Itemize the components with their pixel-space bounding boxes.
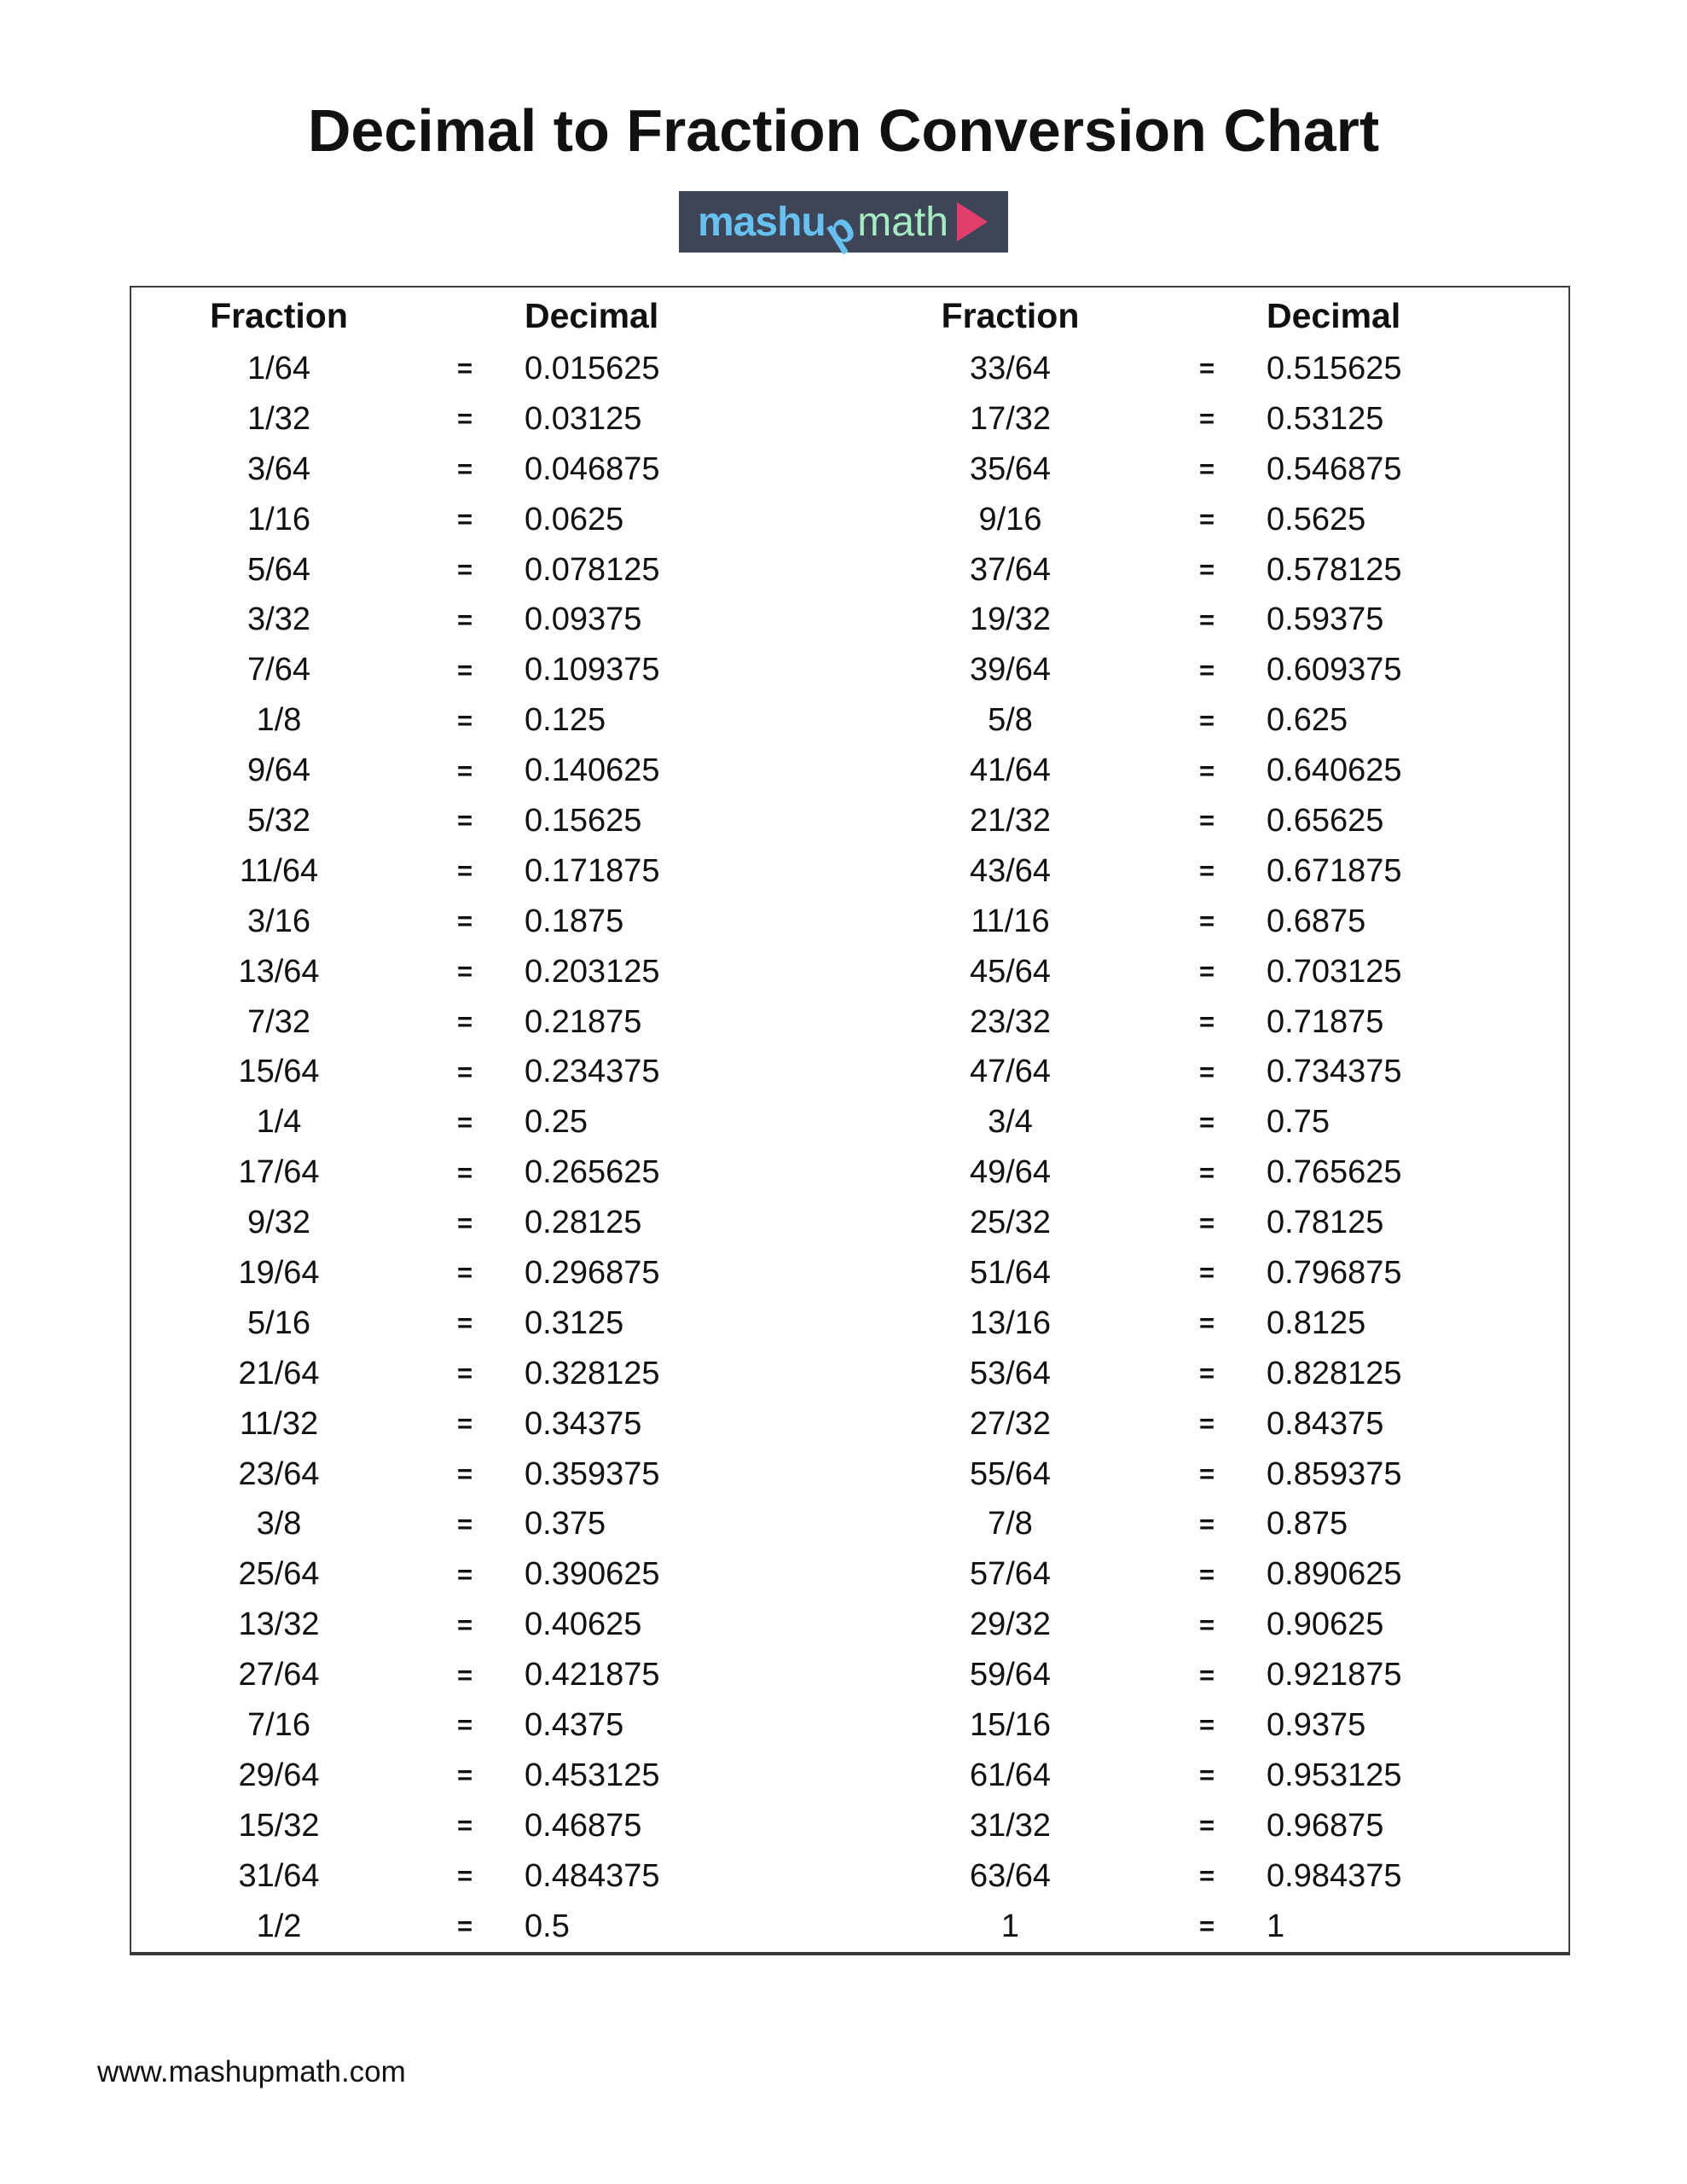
fraction-value: 25/64 [238, 1556, 320, 1593]
equals-sign: = [456, 1258, 473, 1288]
decimal-value: 0.296875 [525, 1254, 660, 1291]
fraction-value: 1/8 [256, 702, 302, 739]
equals-sign: = [456, 705, 473, 735]
equals-sign: = [1198, 755, 1215, 786]
decimal-value: 0.046875 [525, 450, 660, 487]
equals-sign: = [1198, 1157, 1215, 1188]
fraction-value: 7/8 [988, 1506, 1033, 1542]
equals-sign: = [456, 1007, 473, 1037]
equals-sign: = [456, 1559, 473, 1589]
logo-text-math: math [857, 199, 948, 245]
decimal-value: 0.265625 [525, 1154, 660, 1191]
equals-sign: = [1198, 805, 1215, 836]
equals-sign: = [1198, 1007, 1215, 1037]
decimal-value: 0.515625 [1267, 350, 1402, 386]
decimal-value: 0.1875 [525, 903, 624, 939]
fraction-value: 3/8 [256, 1506, 302, 1542]
column-header-spacer-right [1168, 288, 1245, 344]
equals-sign: = [456, 1358, 473, 1389]
decimal-value: 0.421875 [525, 1657, 660, 1693]
decimal-value: 0.9375 [1267, 1706, 1366, 1743]
equals-sign: = [456, 906, 473, 937]
fraction-value: 57/64 [969, 1556, 1052, 1593]
fraction-value: 3/64 [247, 450, 310, 487]
equals-sign: = [456, 454, 473, 485]
equals-sign: = [456, 555, 473, 584]
decimal-value: 0.703125 [1267, 953, 1402, 990]
fraction-value: 43/64 [969, 852, 1052, 889]
decimal-value: 0.40625 [525, 1606, 642, 1643]
decimal-value: 0.15625 [525, 802, 642, 839]
fraction-value: 59/64 [969, 1657, 1052, 1693]
decimal-value: 0.171875 [525, 852, 660, 889]
decimal-value: 0.59375 [1267, 601, 1384, 638]
equals-sign: = [1198, 454, 1215, 485]
decimal-value: 0.8125 [1267, 1304, 1366, 1341]
fraction-value: 11/16 [971, 903, 1050, 939]
equals-sign: = [456, 1207, 473, 1238]
fraction-value: 19/32 [969, 601, 1052, 638]
decimal-value: 0.546875 [1267, 450, 1402, 487]
decimal-value: 0.484375 [525, 1857, 660, 1894]
equals-sign: = [1198, 555, 1215, 584]
fraction-value: 7/32 [247, 1003, 310, 1040]
column-header-decimal-right: Decimal [1267, 295, 1401, 335]
equals-sign: = [456, 1810, 473, 1841]
decimal-value: 0.5625 [1267, 501, 1366, 537]
fraction-value: 19/64 [238, 1254, 320, 1291]
equals-sign: = [1198, 1107, 1215, 1137]
equals-sign: = [456, 805, 473, 836]
equals-sign: = [456, 353, 473, 384]
decimal-value: 0.78125 [1267, 1205, 1384, 1241]
fraction-value: 13/16 [969, 1304, 1052, 1341]
decimal-value: 0.609375 [1267, 652, 1402, 688]
equals-sign: = [1198, 1258, 1215, 1288]
equals-sign: = [456, 1760, 473, 1791]
fraction-value: 35/64 [969, 450, 1052, 487]
equals-sign: = [1198, 1056, 1215, 1087]
footer-url: www.mashupmath.com [97, 2055, 406, 2088]
decimal-value: 0.828125 [1267, 1355, 1402, 1391]
equals-sign: = [1198, 1508, 1215, 1539]
equals-sign: = [456, 856, 473, 886]
fraction-value: 21/32 [969, 802, 1052, 839]
equals-sign: = [456, 1157, 473, 1188]
fraction-value: 23/64 [238, 1455, 320, 1492]
decimal-value: 0.96875 [1267, 1807, 1384, 1844]
fraction-value: 1/2 [256, 1908, 302, 1944]
logo-text-mashu: mashu [698, 199, 826, 245]
decimal-value: 0.078125 [525, 551, 660, 588]
decimal-value: 0.765625 [1267, 1154, 1402, 1191]
equals-sign: = [1198, 1559, 1215, 1589]
equals-sign: = [456, 504, 473, 535]
equals-sign: = [1198, 504, 1215, 535]
fraction-value: 55/64 [969, 1455, 1052, 1492]
fraction-value: 5/16 [247, 1304, 310, 1341]
decimal-value: 0.015625 [525, 350, 660, 386]
decimal-value: 0.5 [525, 1908, 570, 1944]
decimal-value: 0.640625 [1267, 752, 1402, 789]
decimal-value: 0.796875 [1267, 1254, 1402, 1291]
decimal-value: 0.234375 [525, 1054, 660, 1090]
decimal-value: 0.4375 [525, 1706, 624, 1743]
decimal-value: 0.328125 [525, 1355, 660, 1391]
equals-sign: = [1198, 705, 1215, 735]
decimal-value: 0.375 [525, 1506, 606, 1542]
equals-sign: = [1198, 1861, 1215, 1891]
equals-sign: = [456, 1710, 473, 1740]
decimal-value: 0.453125 [525, 1757, 660, 1793]
equals-sign: = [1198, 654, 1215, 685]
equals-sign: = [1198, 1760, 1215, 1791]
decimal-value: 0.578125 [1267, 551, 1402, 588]
decimal-value: 0.125 [525, 702, 606, 739]
play-triangle-icon [957, 202, 988, 241]
decimal-value: 0.34375 [525, 1405, 642, 1442]
column-header-spacer-left [426, 288, 503, 344]
equals-sign: = [456, 654, 473, 685]
fraction-value: 13/32 [238, 1606, 320, 1643]
equals-sign: = [1198, 1659, 1215, 1690]
decimal-value: 0.359375 [525, 1455, 660, 1492]
equals-sign: = [456, 956, 473, 987]
equals-sign: = [456, 1308, 473, 1339]
logo-text-p: p [815, 202, 863, 257]
conversion-table [130, 286, 1570, 1955]
fraction-value: 5/64 [247, 551, 310, 588]
decimal-value: 0.75 [1267, 1104, 1330, 1141]
equals-sign: = [1198, 956, 1215, 987]
column-header-fraction-left: Fraction [210, 295, 348, 335]
fraction-value: 7/16 [247, 1706, 310, 1743]
fraction-value: 53/64 [969, 1355, 1052, 1391]
page-title: Decimal to Fraction Conversion Chart [307, 97, 1380, 164]
column-header-fraction-right: Fraction [941, 295, 1080, 335]
equals-sign: = [1198, 1459, 1215, 1490]
equals-sign: = [456, 1861, 473, 1891]
fraction-value: 5/8 [988, 702, 1033, 739]
equals-sign: = [456, 1107, 473, 1137]
fraction-value: 37/64 [969, 551, 1052, 588]
fraction-value: 3/16 [247, 903, 310, 939]
decimal-value: 0.03125 [525, 400, 642, 437]
fraction-value: 17/64 [238, 1154, 320, 1191]
fraction-value: 29/64 [238, 1757, 320, 1793]
decimal-value: 0.875 [1267, 1506, 1348, 1542]
fraction-value: 1/4 [256, 1104, 302, 1141]
fraction-value: 1 [1000, 1908, 1020, 1944]
fraction-value: 1/64 [247, 350, 310, 386]
equals-sign: = [456, 1508, 473, 1539]
decimal-value: 0.21875 [525, 1003, 642, 1040]
equals-sign: = [1198, 1911, 1215, 1942]
equals-sign: = [1198, 404, 1215, 434]
fraction-value: 11/32 [239, 1405, 319, 1442]
fraction-value: 9/16 [978, 501, 1042, 537]
decimal-value: 0.65625 [1267, 802, 1384, 839]
decimal-value: 0.6875 [1267, 903, 1366, 939]
equals-sign: = [1198, 1308, 1215, 1339]
fraction-value: 17/32 [969, 400, 1052, 437]
decimal-value: 0.09375 [525, 601, 642, 638]
fraction-value: 5/32 [247, 802, 310, 839]
fraction-value: 15/64 [238, 1054, 320, 1090]
decimal-value: 0.28125 [525, 1205, 642, 1241]
fraction-value: 3/4 [988, 1104, 1033, 1141]
fraction-value: 21/64 [238, 1355, 320, 1391]
fraction-value: 15/16 [969, 1706, 1052, 1743]
fraction-value: 13/64 [238, 953, 320, 990]
fraction-value: 27/64 [238, 1657, 320, 1693]
fraction-value: 29/32 [969, 1606, 1052, 1643]
equals-sign: = [456, 1609, 473, 1640]
fraction-value: 41/64 [969, 752, 1052, 789]
decimal-value: 0.46875 [525, 1807, 642, 1844]
column-header-decimal-left: Decimal [525, 295, 659, 335]
equals-sign: = [1198, 906, 1215, 937]
fraction-value: 47/64 [969, 1054, 1052, 1090]
fraction-value: 61/64 [969, 1757, 1052, 1793]
equals-sign: = [1198, 1207, 1215, 1238]
equals-sign: = [1198, 1358, 1215, 1389]
equals-sign: = [456, 1459, 473, 1490]
fraction-value: 9/32 [247, 1205, 310, 1241]
equals-sign: = [1198, 1710, 1215, 1740]
equals-sign: = [456, 755, 473, 786]
equals-sign: = [1198, 856, 1215, 886]
fraction-value: 63/64 [969, 1857, 1052, 1894]
decimal-value: 0.859375 [1267, 1455, 1402, 1492]
decimal-value: 0.3125 [525, 1304, 624, 1341]
fraction-value: 11/64 [239, 852, 319, 889]
equals-sign: = [456, 1056, 473, 1087]
fraction-value: 3/32 [247, 601, 310, 638]
decimal-value: 0.90625 [1267, 1606, 1384, 1643]
equals-sign: = [1198, 1609, 1215, 1640]
decimal-value: 0.71875 [1267, 1003, 1384, 1040]
decimal-value: 0.140625 [525, 752, 660, 789]
fraction-value: 31/64 [238, 1857, 320, 1894]
equals-sign: = [456, 604, 473, 635]
decimal-value: 0.734375 [1267, 1054, 1402, 1090]
decimal-value: 0.25 [525, 1104, 588, 1141]
decimal-value: 0.671875 [1267, 852, 1402, 889]
decimal-value: 0.53125 [1267, 400, 1384, 437]
fraction-value: 15/32 [238, 1807, 320, 1844]
equals-sign: = [1198, 353, 1215, 384]
fraction-value: 39/64 [969, 652, 1052, 688]
fraction-value: 49/64 [969, 1154, 1052, 1191]
fraction-value: 7/64 [247, 652, 310, 688]
decimal-value: 0.109375 [525, 652, 660, 688]
equals-sign: = [456, 404, 473, 434]
equals-sign: = [1198, 1409, 1215, 1439]
fraction-value: 25/32 [969, 1205, 1052, 1241]
decimal-value: 0.84375 [1267, 1405, 1384, 1442]
fraction-value: 51/64 [969, 1254, 1052, 1291]
decimal-value: 0.890625 [1267, 1556, 1402, 1593]
decimal-value: 0.203125 [525, 953, 660, 990]
equals-sign: = [456, 1911, 473, 1942]
fraction-value: 23/32 [969, 1003, 1052, 1040]
equals-sign: = [456, 1409, 473, 1439]
decimal-value: 0.0625 [525, 501, 624, 537]
decimal-value: 0.625 [1267, 702, 1348, 739]
decimal-value: 0.921875 [1267, 1657, 1402, 1693]
mashupmath-logo [679, 191, 1008, 257]
fraction-value: 27/32 [969, 1405, 1052, 1442]
fraction-value: 31/32 [969, 1807, 1052, 1844]
decimal-value: 1 [1267, 1908, 1285, 1944]
fraction-value: 1/16 [247, 501, 310, 537]
decimal-value: 0.390625 [525, 1556, 660, 1593]
fraction-value: 1/32 [247, 400, 310, 437]
fraction-value: 9/64 [247, 752, 310, 789]
fraction-value: 33/64 [969, 350, 1052, 386]
decimal-value: 0.984375 [1267, 1857, 1402, 1894]
fraction-value: 45/64 [969, 953, 1052, 990]
equals-sign: = [456, 1659, 473, 1690]
equals-sign: = [1198, 1810, 1215, 1841]
equals-sign: = [1198, 604, 1215, 635]
decimal-value: 0.953125 [1267, 1757, 1402, 1793]
